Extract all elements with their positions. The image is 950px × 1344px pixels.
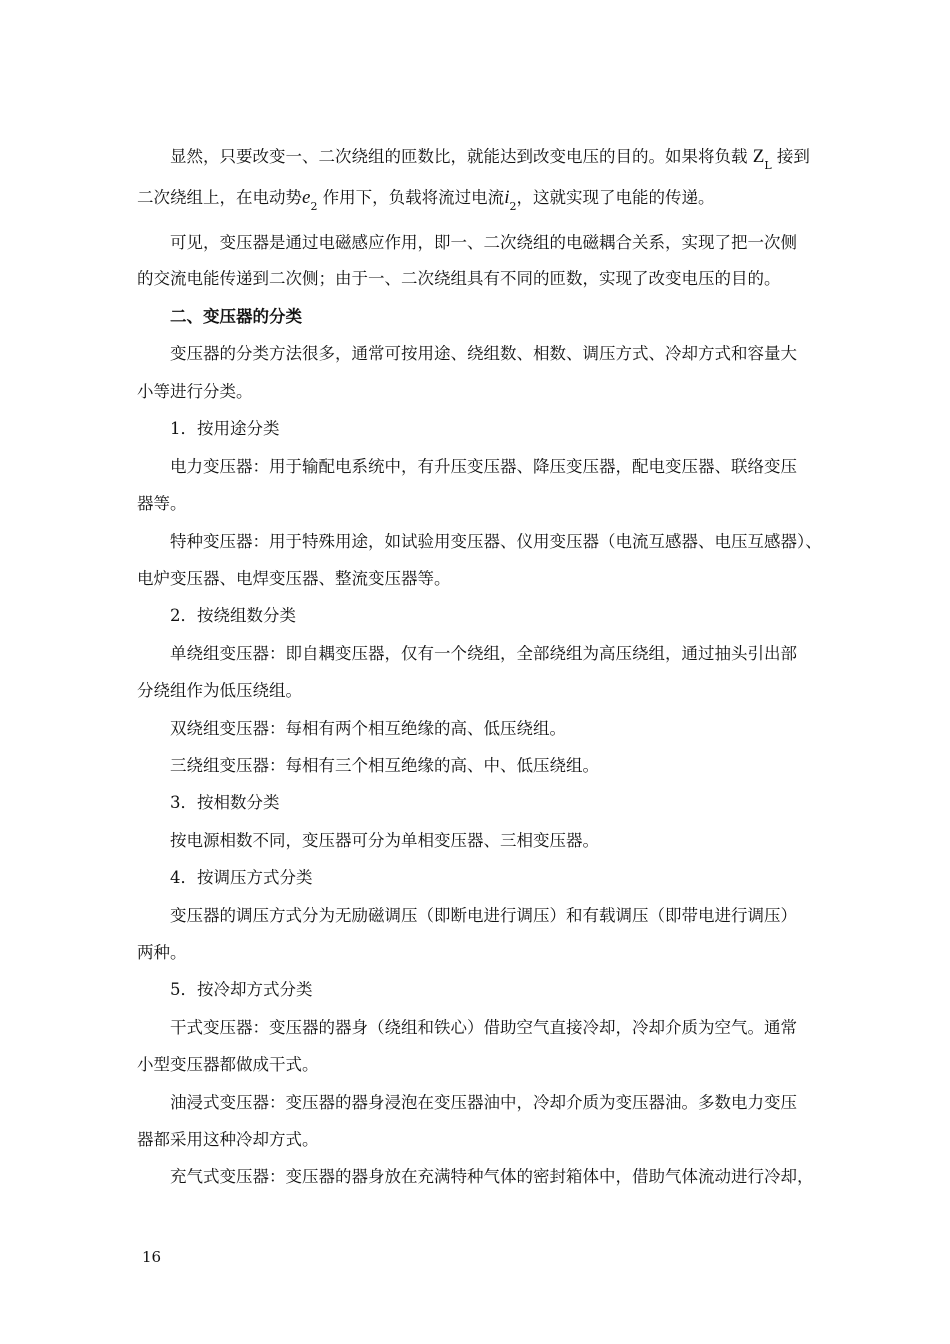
subsection-heading: 1．按用途分类	[170, 419, 280, 438]
paragraph-line: 器都采用这种冷却方式。	[137, 1130, 319, 1149]
text-fragment: 作用下，负载将流过电流	[317, 188, 505, 207]
text-fragment: 二次绕组上，在电动势	[137, 188, 302, 207]
paragraph-line: 单绕组变压器：即自耦变压器，仅有一个绕组，全部绕组为高压绕组，通过抽头引出部	[170, 644, 797, 663]
paragraph-line: 的交流电能传递到二次侧；由于一、二次绕组具有不同的匝数，实现了改变电压的目的。	[137, 269, 781, 288]
paragraph-line: 两种。	[137, 943, 187, 962]
paragraph-line: 小等进行分类。	[137, 382, 253, 401]
paragraph-line: 电炉变压器、电焊变压器、整流变压器等。	[137, 569, 451, 588]
section-heading: 二、变压器的分类	[170, 307, 302, 326]
text-fragment: 接到	[771, 147, 810, 166]
subsection-heading: 4．按调压方式分类	[170, 868, 313, 887]
subscript: 2	[509, 200, 517, 213]
paragraph-line: 可见，变压器是通过电磁感应作用，即一、二次绕组的电磁耦合关系，实现了把一次侧	[170, 233, 797, 252]
paragraph-line: 分绕组作为低压绕组。	[137, 681, 302, 700]
paragraph-line: 充气式变压器：变压器的器身放在充满特种气体的密封箱体中，借助气体流动进行冷却，	[170, 1167, 814, 1186]
paragraph-line: 油浸式变压器：变压器的器身浸泡在变压器油中，冷却介质为变压器油。多数电力变压	[170, 1093, 797, 1112]
paragraph-line: 按电源相数不同，变压器可分为单相变压器、三相变压器。	[170, 831, 599, 850]
paragraph-line: 小型变压器都做成干式。	[137, 1055, 319, 1074]
symbol-e: e	[302, 187, 311, 208]
symbol-z: Z	[752, 146, 765, 167]
paragraph-line: 电力变压器：用于输配电系统中，有升压变压器、降压变压器，配电变压器、联络变压	[170, 457, 797, 476]
text-line	[137, 187, 714, 211]
text-fragment: 显然，只要改变一、二次绕组的匝数比，就能达到改变电压的目的。如果将负载	[170, 147, 753, 166]
paragraph-line: 三绕组变压器：每相有三个相互绝缘的高、中、低压绕组。	[170, 756, 599, 775]
symbol-i: i	[504, 187, 510, 208]
page-number: 16	[142, 1248, 162, 1266]
paragraph-line: 变压器的分类方法很多，通常可按用途、绕组数、相数、调压方式、冷却方式和容量大	[170, 344, 797, 363]
paragraph-line: 双绕组变压器：每相有两个相互绝缘的高、低压绕组。	[170, 719, 566, 738]
subsection-heading: 2．按绕组数分类	[170, 606, 296, 625]
text-line	[170, 146, 810, 170]
subsection-heading: 5．按冷却方式分类	[170, 980, 313, 999]
subscript: L	[764, 159, 772, 172]
text-fragment: ，这就实现了电能的传递。	[516, 188, 715, 207]
paragraph-line: 器等。	[137, 494, 187, 513]
subscript: 2	[310, 200, 318, 213]
paragraph-line: 变压器的调压方式分为无励磁调压（即断电进行调压）和有载调压（即带电进行调压）	[170, 906, 797, 925]
paragraph-line: 特种变压器：用于特殊用途，如试验用变压器、仪用变压器（电流互感器、电压互感器）、	[170, 532, 822, 551]
paragraph-line: 干式变压器：变压器的器身（绕组和铁心）借助空气直接冷却，冷却介质为空气。通常	[170, 1018, 797, 1037]
subsection-heading: 3．按相数分类	[170, 793, 280, 812]
